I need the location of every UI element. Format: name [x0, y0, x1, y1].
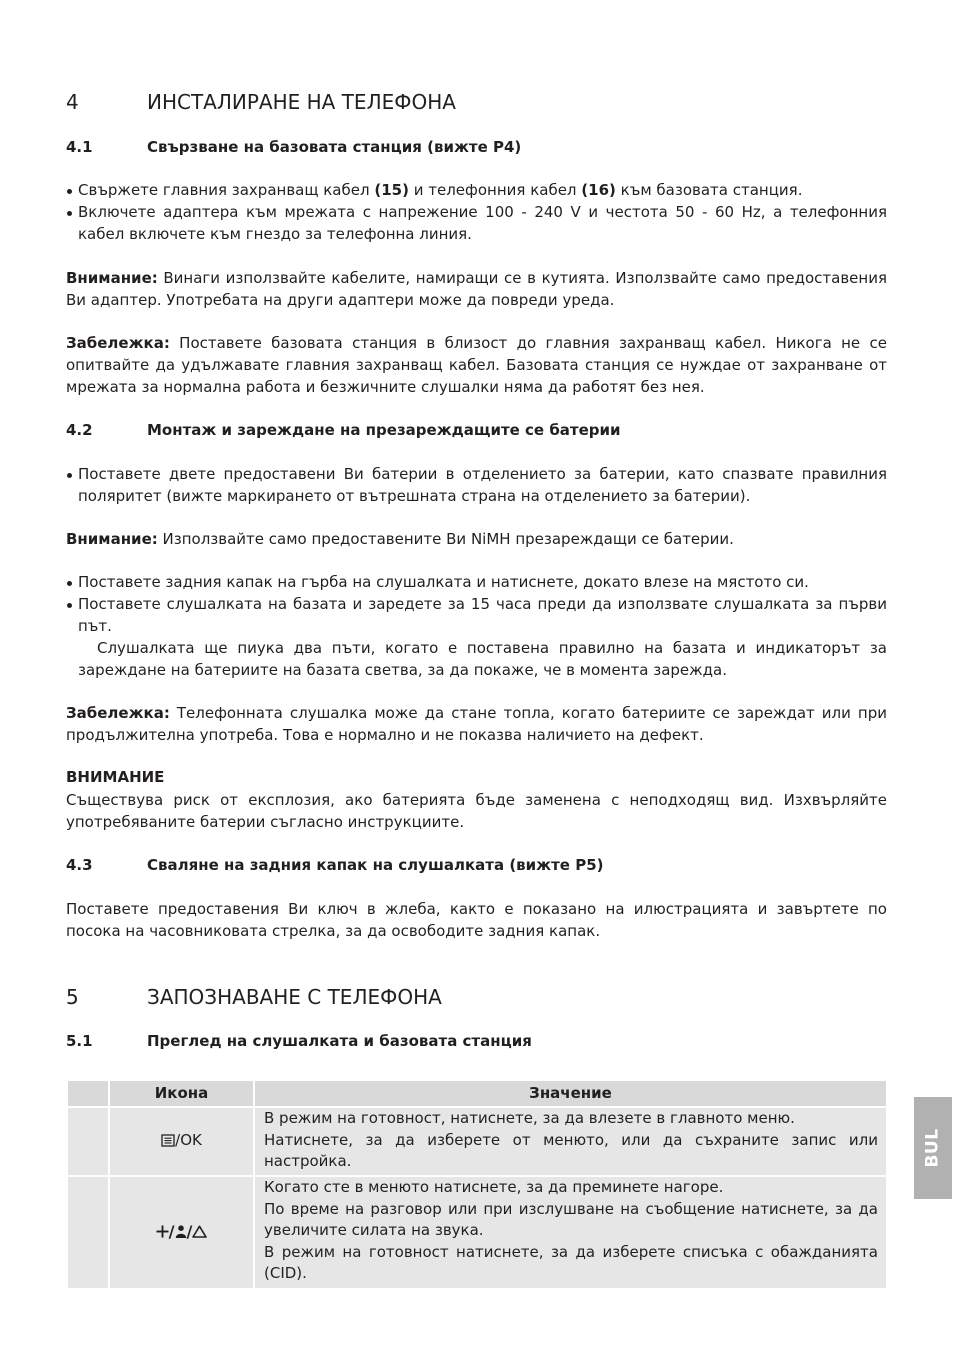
bullet-list — [66, 179, 887, 245]
bullet-item — [66, 179, 887, 201]
key-label: /OK — [175, 1130, 202, 1149]
icon-meaning-table — [66, 1079, 888, 1290]
section-number: 4 — [66, 90, 79, 114]
note-label: Забележка: — [66, 704, 170, 722]
table-cell-blank — [68, 1177, 108, 1288]
note-text: Поставете базовата станция в близост до главния захранващ кабел. Никога не се опитвайте да удължавате главния захранващ кабел. Базовата станция се нуждае от захранване от мрежата за нормална работа и безжичните слушалки няма да работят без нея. — [66, 334, 887, 396]
caution-block — [66, 766, 887, 833]
subsection-title: Монтаж и зареждане на презареждащите се батерии — [147, 421, 621, 439]
bullet-marker — [67, 603, 72, 608]
page-content — [66, 89, 887, 1290]
section-heading — [66, 984, 887, 1010]
plus-icon — [156, 1225, 169, 1238]
bullet-marker — [67, 473, 72, 478]
callout-reference: (16) — [581, 181, 616, 199]
section-heading — [66, 89, 887, 115]
bullet-marker — [67, 189, 72, 194]
subsection-title: Свързване на базовата станция (вижте P4) — [147, 138, 522, 156]
bullet-item — [66, 201, 887, 245]
table-header-blank — [68, 1081, 108, 1106]
table-header-icon: Икона — [110, 1081, 253, 1106]
triangle-up-icon — [192, 1225, 207, 1238]
warning-paragraph — [66, 528, 887, 550]
key-icon-group — [161, 1130, 202, 1152]
table-header-meaning: Значение — [255, 1081, 886, 1106]
table-cell-meaning — [255, 1108, 886, 1175]
bullet-item — [66, 571, 887, 593]
table-cell-icon — [110, 1108, 253, 1175]
table-header-row — [68, 1081, 886, 1106]
section-title: ЗАПОЗНАВАНЕ С ТЕЛЕФОНА — [147, 985, 442, 1009]
meaning-line: По време на разговор или при изслушване на съобщение натиснете, за да увеличите силата на звука. — [264, 1199, 878, 1240]
bullet-text: Свържете главния захранващ кабел — [78, 181, 370, 199]
bullet-text: Поставете слушалката на базата и заредете за 15 часа преди да използвате слушалката за първи път. — [78, 595, 887, 635]
note-paragraph — [66, 332, 887, 398]
bullet-text: и телефонния кабел — [413, 181, 577, 199]
subsection-title: Сваляне на задния капак на слушалката (вижте P5) — [147, 856, 604, 874]
caution-label: ВНИМАНИЕ — [66, 768, 165, 786]
callout-reference: (15) — [374, 181, 409, 199]
bullet-item — [66, 593, 887, 637]
subsection-number: 4.2 — [66, 421, 93, 439]
subsection-number: 4.1 — [66, 138, 93, 156]
meaning-line: В режим на готовност, натиснете, за да влезете в главното меню. — [264, 1109, 795, 1127]
bullet-marker — [67, 581, 72, 586]
section-title: ИНСТАЛИРАНЕ НА ТЕЛЕФОНА — [147, 90, 456, 114]
table-cell-blank — [68, 1108, 108, 1175]
warning-text: Използвайте само предоставените Ви NiMH презареждащи се батерии. — [162, 530, 734, 548]
table-cell-icon — [110, 1177, 253, 1288]
warning-paragraph — [66, 267, 887, 311]
table-row — [68, 1108, 886, 1175]
person-icon — [175, 1225, 187, 1238]
meaning-line: Когато сте в менюто натиснете, за да преминете нагоре. — [264, 1178, 724, 1196]
table-row — [68, 1177, 886, 1288]
subsection-heading — [66, 854, 887, 876]
caution-text: Съществува риск от експлозия, ако батерията бъде заменена с неподходящ вид. Изхвърляйте употребяваните батерии съгласно инструкциите. — [66, 791, 887, 831]
bullet-marker — [67, 211, 72, 216]
warning-text: Винаги използвайте кабелите, намиращи се в кутията. Използвайте само предоставения Ви адаптер. Употребата на други адаптери може да повреди уреда. — [66, 269, 887, 309]
warning-label: Внимание: — [66, 530, 158, 548]
bullet-text: Поставете двете предоставени Ви батерии в отделението за батерии, като спазвате правилния поляритет (вижте маркирането от вътрешната страна на отделението за батерии). — [78, 465, 887, 505]
bullet-item — [66, 463, 887, 507]
subsection-number: 5.1 — [66, 1032, 93, 1050]
subsection-heading — [66, 1030, 887, 1052]
subsection-heading — [66, 419, 887, 441]
meaning-line: Натиснете, за да изберете от менюто, или да съхраните запис или настройка. — [264, 1130, 878, 1171]
bullet-text: Поставете задния капак на гърба на слушалката и натиснете, докато влезе на мястото си. — [78, 573, 809, 591]
language-tab — [914, 1097, 952, 1199]
bullet-list — [66, 571, 887, 681]
meaning-line: В режим на готовност натиснете, за да изберете списъка с обажданията (CID). — [264, 1242, 878, 1283]
key-icon-group — [156, 1221, 208, 1243]
table-cell-meaning — [255, 1177, 886, 1288]
section-number: 5 — [66, 985, 79, 1009]
bullet-text: към базовата станция. — [620, 181, 803, 199]
language-tab-label: BUL — [923, 1128, 944, 1168]
body-paragraph: Поставете предоставения Ви ключ в жлеба, както е показано на илюстрацията и завъртете по посока на часовниковата стрелка, за да освободите задния капак. — [66, 900, 887, 940]
warning-label: Внимание: — [66, 269, 158, 287]
note-paragraph — [66, 702, 887, 746]
subsection-number: 4.3 — [66, 856, 93, 874]
note-text: Телефонната слушалка може да стане топла, когато батериите се зареждат или при продължителна употреба. Това е нормално и не показва наличието на дефект. — [66, 704, 887, 744]
key-separator: / — [186, 1221, 193, 1241]
indented-paragraph: Слушалката ще пиука два пъти, когато е поставена правилно на базата и индикаторът за зареждане на батериите на базата светва, за да покаже, че в момента зарежда. — [78, 639, 887, 679]
subsection-heading — [66, 136, 887, 158]
note-label: Забележка: — [66, 334, 170, 352]
subsection-title: Преглед на слушалката и базовата станция — [147, 1032, 532, 1050]
menu-icon — [161, 1134, 175, 1147]
key-separator: / — [168, 1221, 175, 1241]
bullet-text: Включете адаптера към мрежата с напрежение 100 - 240 V и честота 50 - 60 Hz, а телефонния кабел включете към гнездо за телефонна линия. — [78, 203, 887, 243]
